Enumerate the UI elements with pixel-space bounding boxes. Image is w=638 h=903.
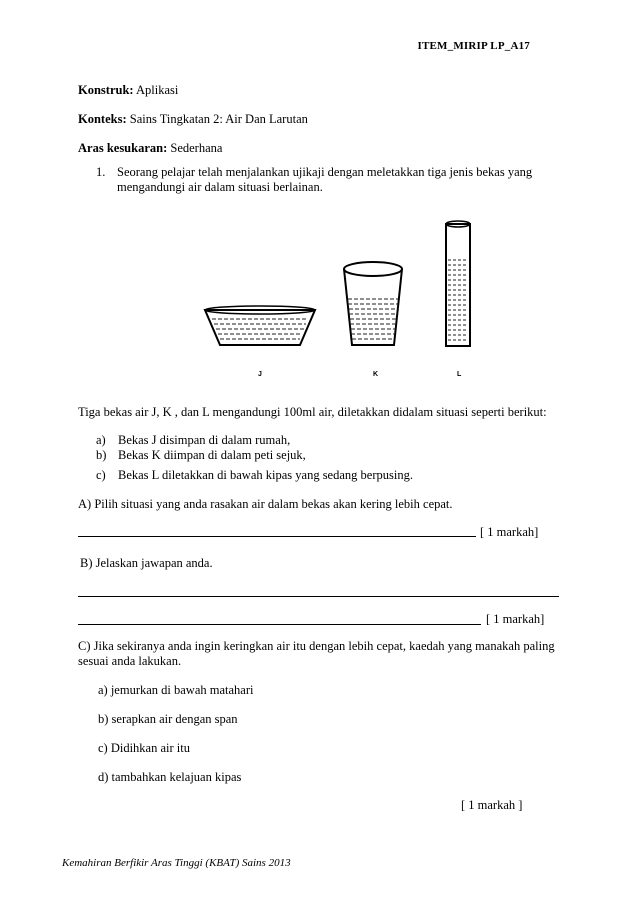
question-number: 1. — [96, 165, 106, 179]
containers-figure — [200, 215, 520, 385]
label-j: J — [258, 371, 262, 378]
construct-value: Aplikasi — [133, 83, 179, 97]
item-code: ITEM_MIRIP LP_A17 — [417, 40, 530, 52]
context-value: Sains Tingkatan 2: Air Dan Larutan — [126, 112, 308, 126]
scenario-intro: Tiga bekas air J, K , dan L mengandungi 100ml air, diletakkan didalam situasi seperti berikut: — [78, 405, 547, 419]
scenario-b-text: Bekas K diimpan di dalam peti sejuk, — [118, 448, 306, 462]
context-line — [78, 112, 308, 127]
scenario-c-text: Bekas L diletakkan di bawah kipas yang sedang berpusing. — [118, 468, 413, 482]
question-text: Seorang pelajar telah menjalankan ujikaji dengan meletakkan tiga jenis bekas yang mengandungi air dalam situasi berlainan. — [117, 165, 533, 194]
scenario-b-letter: b) — [96, 448, 107, 462]
option-b: b) serapkan air dengan span — [98, 712, 238, 726]
part-a-answer-line[interactable] — [78, 524, 476, 537]
difficulty-value: Sederhana — [167, 141, 223, 155]
part-b-mark: [ 1 markah] — [486, 612, 545, 626]
part-b-answer-line-2[interactable] — [78, 612, 481, 625]
page-footer: Kemahiran Berfikir Aras Tinggi (KBAT) Sains 2013 — [62, 857, 291, 869]
part-c-mark: [ 1 markah ] — [461, 798, 523, 812]
difficulty-label: Aras kesukaran: — [78, 141, 168, 155]
part-b-prompt: B) Jelaskan jawapan anda. — [80, 556, 213, 570]
part-a-prompt: A) Pilih situasi yang anda rasakan air dalam bekas akan kering lebih cepat. — [78, 497, 453, 511]
context-label: Konteks: — [78, 112, 127, 126]
scenario-a-letter: a) — [96, 433, 106, 447]
difficulty-line — [78, 141, 222, 156]
container-k — [344, 262, 402, 345]
part-c-prompt: C) Jika sekiranya anda ingin keringkan air itu dengan lebih cepat, kaedah yang manakah paling sesuai anda lakukan. — [78, 639, 555, 668]
container-l — [446, 221, 470, 346]
label-k: K — [373, 371, 379, 378]
option-c: c) Didihkan air itu — [98, 741, 190, 755]
part-b-answer-line-1[interactable] — [78, 584, 559, 597]
option-a: a) jemurkan di bawah matahari — [98, 683, 254, 697]
part-a-mark: [ 1 markah] — [480, 525, 539, 539]
containers-illustration — [200, 215, 520, 385]
option-d: d) tambahkan kelajuan kipas — [98, 770, 242, 784]
label-l: L — [457, 371, 462, 378]
container-j — [205, 306, 315, 345]
scenario-c-letter: c) — [96, 468, 106, 482]
scenario-a-text: Bekas J disimpan di dalam rumah, — [118, 433, 291, 447]
construct-label: Konstruk: — [78, 83, 134, 97]
construct-line — [78, 83, 178, 98]
